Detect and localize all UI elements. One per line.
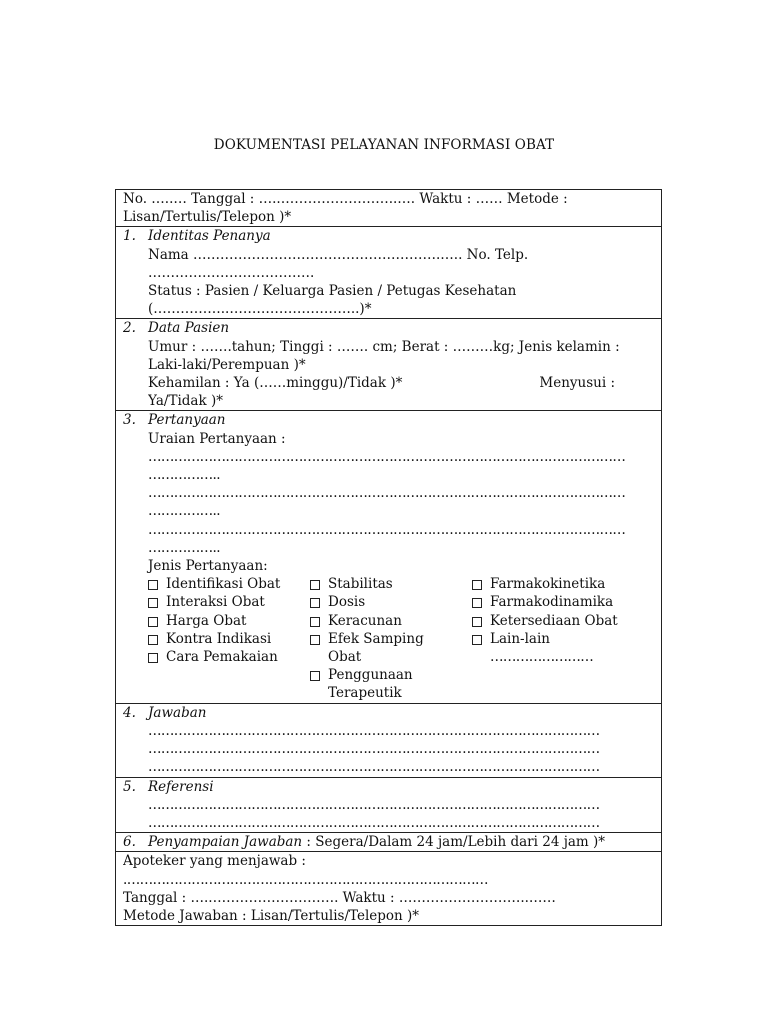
uraian-line[interactable]: …………….. bbox=[148, 539, 220, 556]
section-title: Referensi bbox=[148, 778, 214, 795]
jenis-pertanyaan-label: Jenis Pertanyaan: bbox=[148, 558, 268, 575]
metode-jawaban-field[interactable]: Metode Jawaban : Lisan/Tertulis/Telepon )* bbox=[123, 907, 420, 924]
menyusui-field[interactable]: Ya/Tidak )* bbox=[148, 393, 223, 410]
apoteker-label: Apoteker yang menjawab : bbox=[123, 853, 306, 870]
tanggal-waktu-field[interactable]: Tanggal : …..………………………. Waktu : ………………………..…… bbox=[123, 889, 556, 906]
checkbox-harga-obat[interactable]: Harga Obat bbox=[148, 612, 310, 630]
section-number: 1. bbox=[123, 228, 136, 245]
checkbox-ketersediaan-obat[interactable]: Ketersediaan Obat bbox=[472, 612, 622, 630]
checkbox-icon[interactable] bbox=[472, 635, 482, 645]
checkbox-column bbox=[148, 575, 310, 702]
checkbox-column bbox=[310, 575, 472, 702]
checkbox-icon[interactable] bbox=[472, 598, 482, 608]
checkbox-icon[interactable] bbox=[472, 580, 482, 590]
checkbox-icon[interactable] bbox=[472, 617, 482, 627]
telp-field[interactable]: ………………………………. bbox=[148, 264, 315, 281]
checkbox-icon[interactable] bbox=[310, 598, 320, 608]
section-referensi bbox=[116, 778, 661, 834]
checkbox-penggunaan-terapeutik[interactable]: Penggunaan Terapeutik bbox=[310, 666, 472, 702]
penyampaian-options[interactable]: : Segera/Dalam 24 jam/Lebih dari 24 jam )* bbox=[302, 834, 606, 851]
header-line-2[interactable]: Lisan/Tertulis/Telepon )* bbox=[123, 209, 292, 226]
kehamilan-field[interactable]: Kehamilan : Ya (……minggu)/Tidak )* bbox=[148, 375, 403, 392]
checkbox-keracunan[interactable]: Keracunan bbox=[310, 612, 472, 630]
jawaban-line[interactable]: …………………………………………………………………………………………… bbox=[148, 759, 600, 776]
checkbox-icon[interactable] bbox=[310, 671, 320, 681]
checkbox-icon[interactable] bbox=[310, 580, 320, 590]
section-pertanyaan bbox=[116, 411, 661, 703]
uraian-line[interactable]: …………….. bbox=[148, 503, 220, 520]
section-identitas-penanya bbox=[116, 227, 661, 319]
status-detail-field[interactable]: (……………..………………………..)* bbox=[148, 301, 372, 318]
section-title: Pertanyaan bbox=[148, 412, 226, 429]
checkbox-stabilitas[interactable]: Stabilitas bbox=[310, 575, 472, 593]
checkbox-icon[interactable] bbox=[148, 617, 158, 627]
header-row bbox=[116, 190, 661, 227]
section-penyampaian-jawaban bbox=[116, 833, 661, 852]
checkbox-kontra-indikasi[interactable]: Kontra Indikasi bbox=[148, 630, 310, 648]
jawaban-line[interactable]: …………………………………………………………………………………………… bbox=[148, 722, 600, 739]
section-jawaban bbox=[116, 704, 661, 778]
uraian-line[interactable]: ………………………………………………………………………………………………… bbox=[148, 448, 626, 465]
section-number: 2. bbox=[123, 320, 136, 337]
checkbox-lain-lain[interactable]: Lain-lain bbox=[472, 630, 622, 648]
uraian-line[interactable]: ………………………………………………………………………………………………… bbox=[148, 521, 626, 538]
section-number: 5. bbox=[123, 778, 136, 795]
section-title: Jawaban bbox=[148, 704, 207, 721]
header-line-1[interactable]: No. …..… Tanggal : …..……………………..…. Waktu : …… Metode : bbox=[123, 191, 568, 207]
footer-row bbox=[116, 852, 661, 925]
uraian-line[interactable]: …………….. bbox=[148, 467, 220, 484]
checkbox-farmakokinetika[interactable]: Farmakokinetika bbox=[472, 575, 622, 593]
section-number: 3. bbox=[123, 412, 136, 429]
jenis-checkbox-grid bbox=[148, 575, 655, 702]
menyusui-label: Menyusui : bbox=[539, 375, 615, 392]
checkbox-identifikasi-obat[interactable]: Identifikasi Obat bbox=[148, 575, 310, 593]
checkbox-cara-pemakaian[interactable]: Cara Pemakaian bbox=[148, 648, 310, 666]
document-title: DOKUMENTASI PELAYANAN INFORMASI OBAT bbox=[213, 137, 555, 153]
checkbox-icon[interactable] bbox=[148, 653, 158, 663]
nama-field[interactable]: Nama ……………………………………………….….. No. Telp. bbox=[148, 246, 529, 263]
checkbox-interaksi-obat[interactable]: Interaksi Obat bbox=[148, 593, 310, 611]
checkbox-icon[interactable] bbox=[310, 635, 320, 645]
checkbox-icon[interactable] bbox=[148, 580, 158, 590]
uraian-line[interactable]: ………………………………………………………………………………………………… bbox=[148, 485, 626, 502]
section-data-pasien bbox=[116, 319, 661, 411]
section-title: Data Pasien bbox=[148, 320, 230, 337]
umur-tinggi-berat-field[interactable]: Umur : …….tahun; Tinggi : ……. cm; Berat : ………kg; Jenis kelamin : bbox=[148, 338, 620, 355]
checkbox-column bbox=[472, 575, 622, 702]
jenis-kelamin-field[interactable]: Laki-laki/Perempuan )* bbox=[148, 356, 306, 373]
checkbox-farmakodinamika[interactable]: Farmakodinamika bbox=[472, 593, 622, 611]
checkbox-icon[interactable] bbox=[310, 617, 320, 627]
checkbox-icon[interactable] bbox=[148, 635, 158, 645]
section-number: 4. bbox=[123, 704, 136, 721]
checkbox-efek-samping-obat[interactable]: Efek Samping Obat bbox=[310, 630, 472, 666]
referensi-line[interactable]: …………………………………………………………………………………………… bbox=[148, 814, 600, 831]
lain-lain-line[interactable]: …………………… bbox=[490, 649, 594, 666]
checkbox-dosis[interactable]: Dosis bbox=[310, 593, 472, 611]
uraian-label: Uraian Pertanyaan : bbox=[148, 430, 286, 447]
section-number: 6. bbox=[123, 834, 136, 851]
checkbox-icon[interactable] bbox=[148, 598, 158, 608]
referensi-line[interactable]: …………………………………………………………………………………………… bbox=[148, 796, 600, 813]
apoteker-line[interactable]: .………………………………………………………………………… bbox=[123, 871, 488, 888]
section-title: Identitas Penanya bbox=[148, 228, 271, 245]
service-form bbox=[115, 189, 662, 926]
status-field[interactable]: Status : Pasien / Keluarga Pasien / Petugas Kesehatan bbox=[148, 283, 517, 300]
section-title: Penyampaian Jawaban bbox=[148, 834, 303, 851]
jawaban-line[interactable]: …………………………………………………………………………………………… bbox=[148, 741, 600, 758]
